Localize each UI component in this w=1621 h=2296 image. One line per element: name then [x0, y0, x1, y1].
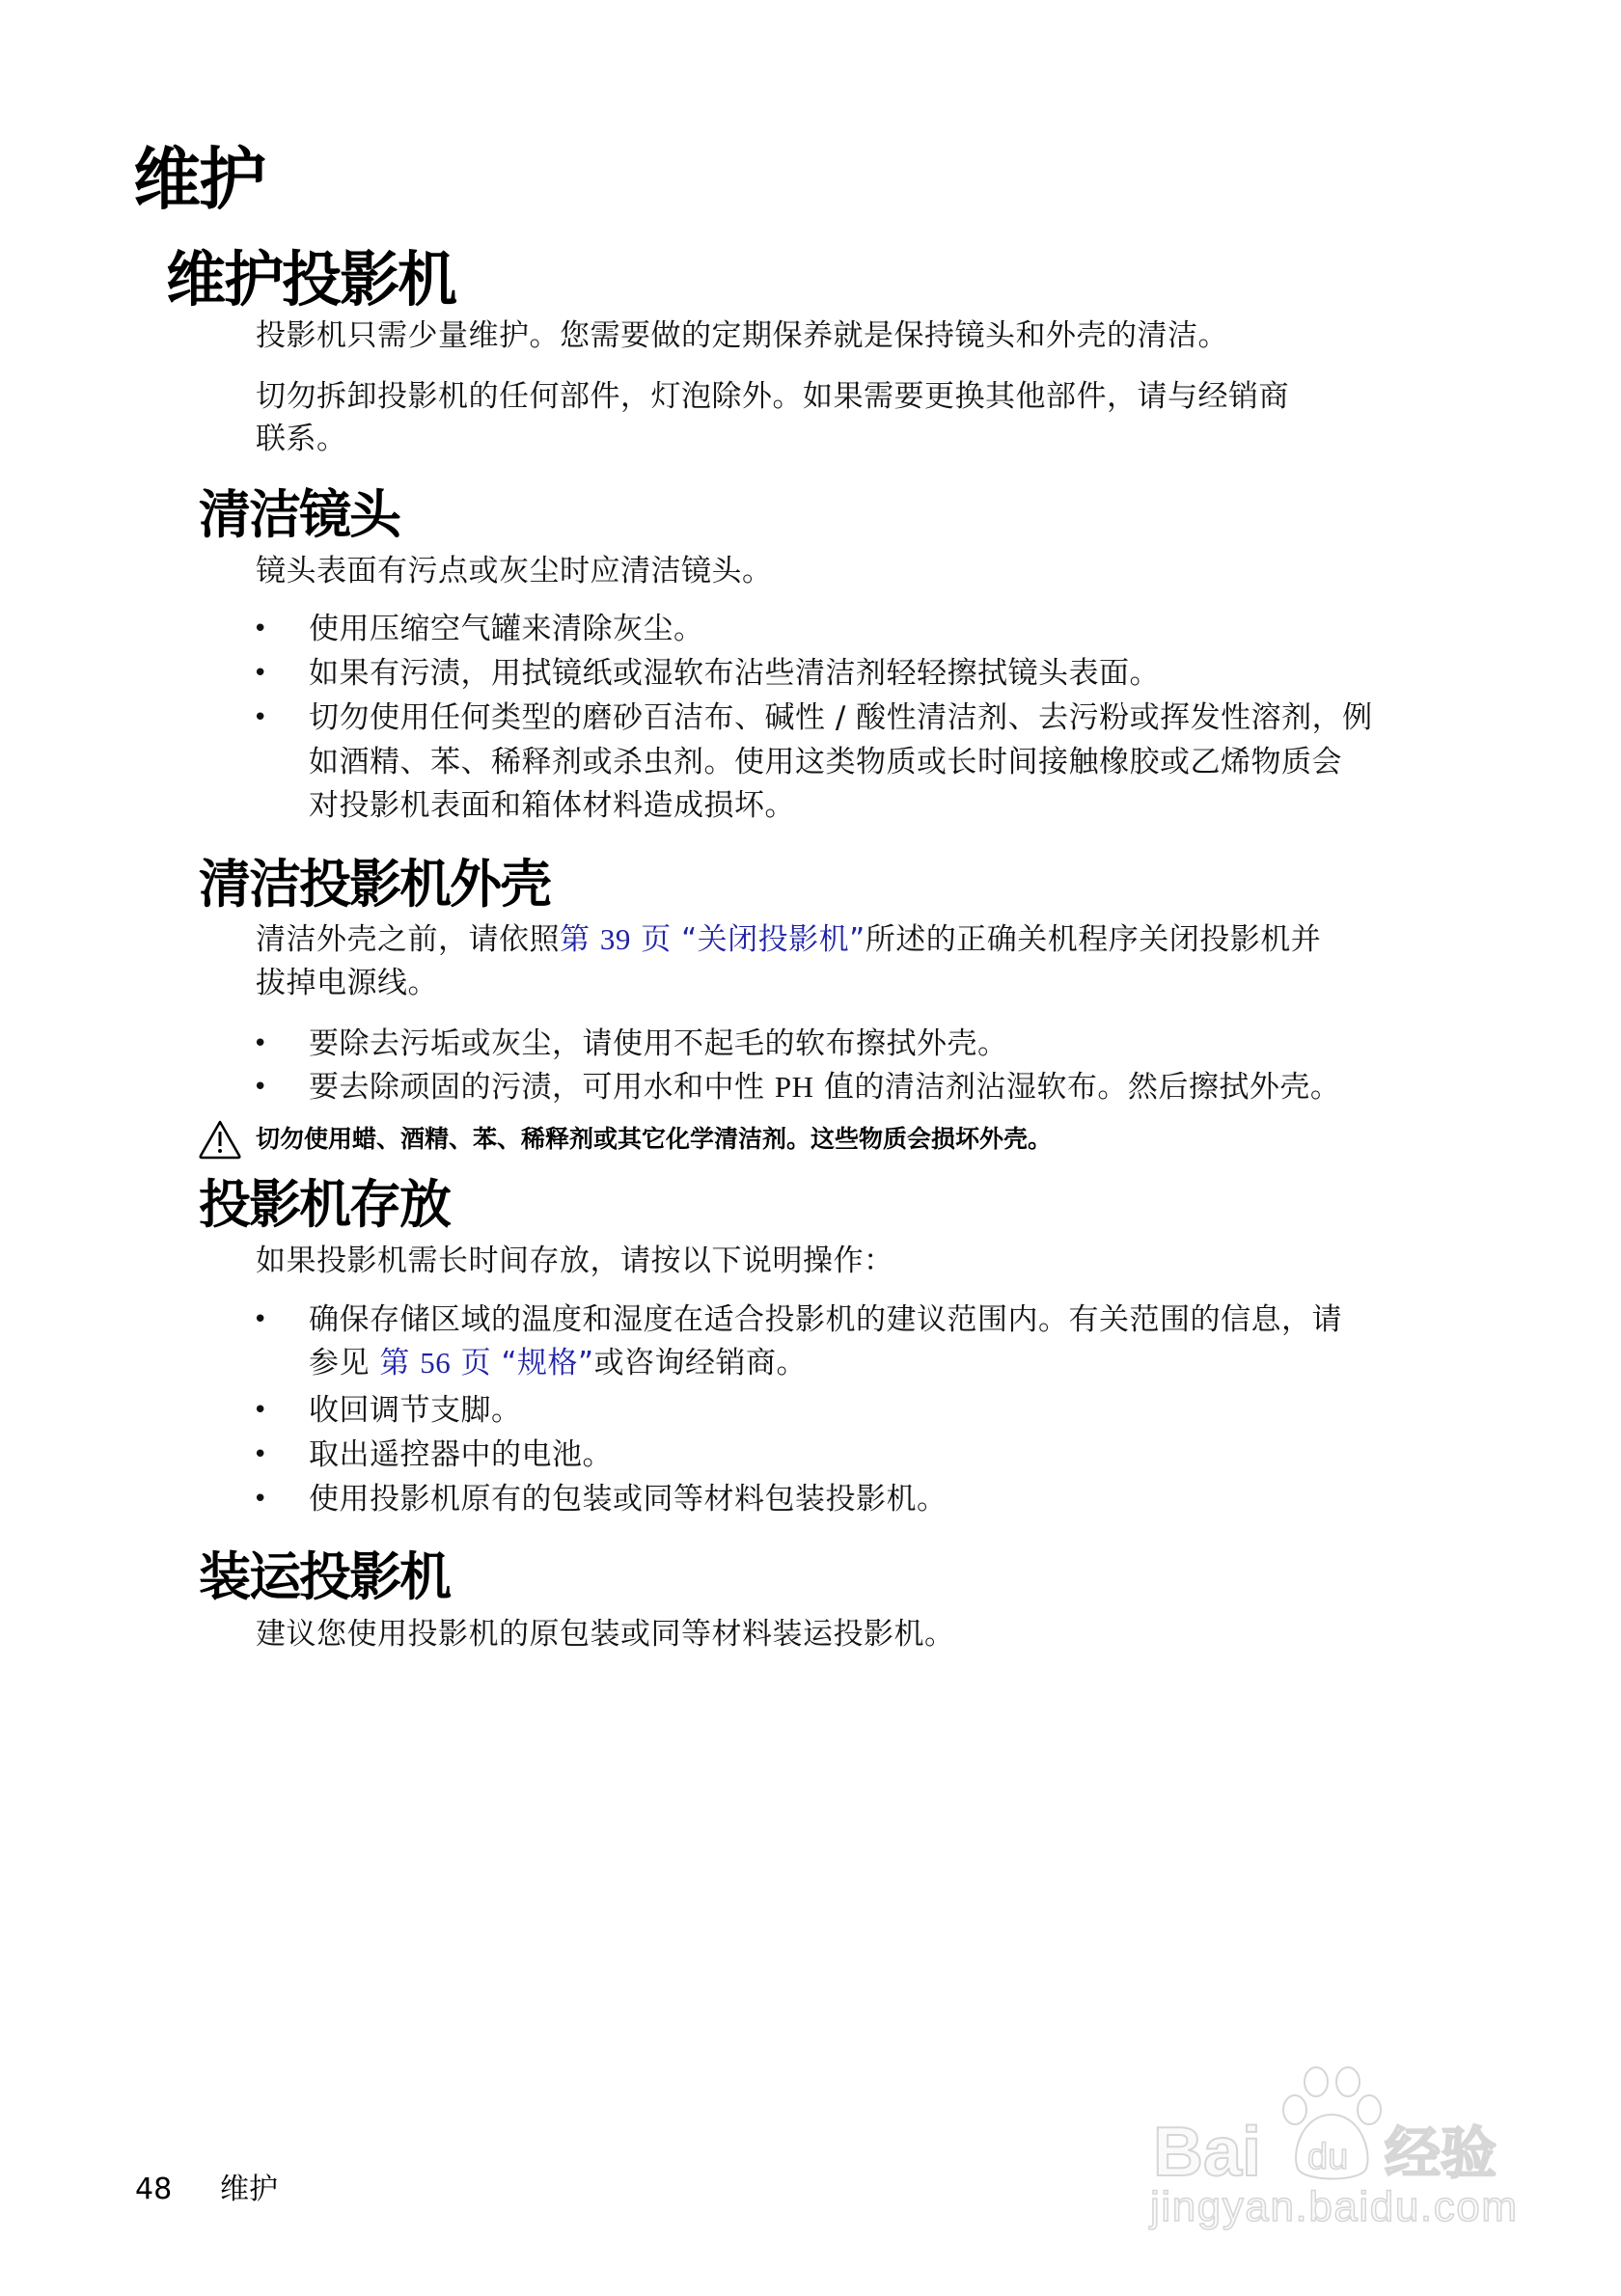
- list-item: 收回调节支脚。: [309, 1393, 522, 1428]
- link-quote: “规格”: [501, 1346, 594, 1380]
- link-page-number: 39: [599, 922, 631, 956]
- watermark-brand-right: 经验: [1385, 2120, 1497, 2186]
- list-item: 使用投影机原有的包装或同等材料包装投影机。: [309, 1482, 948, 1517]
- warning-triangle-icon: [198, 1119, 242, 1160]
- footer-chapter: 维护: [220, 2173, 278, 2206]
- link-page-number: 56: [420, 1346, 452, 1380]
- link-suffix: 页: [451, 1346, 502, 1380]
- intro-paragraph-2: 切勿拆卸投影机的任何部件，灯泡除外。如果需要更换其他部件，请与经销商: [256, 379, 1289, 414]
- bullet-icon: •: [253, 615, 268, 643]
- bullet-icon: •: [253, 1029, 268, 1058]
- bullet-icon: •: [253, 703, 268, 732]
- list-item-cont: 如酒精、苯、稀释剂或杀虫剂。使用这类物质或长时间接触橡胶或乙烯物质会: [309, 745, 1342, 779]
- link-prefix: 第: [379, 1346, 421, 1380]
- baidu-jingyan-watermark: [1148, 2055, 1534, 2248]
- link-quote: “关闭投影机”: [681, 922, 865, 957]
- case-section-title: 清洁投影机外壳: [199, 854, 550, 915]
- specs-page-link[interactable]: [379, 1346, 593, 1380]
- page-number: 48: [135, 2173, 173, 2206]
- list-item: 要除去污垢或灰尘，请使用不起毛的软布擦拭外壳。: [309, 1026, 1008, 1061]
- bullet-icon: •: [253, 1485, 268, 1514]
- watermark-url: jingyan.baidu.com: [1150, 2183, 1517, 2230]
- list-item-part: 或咨询经销商。: [593, 1346, 808, 1380]
- list-item: 使用压缩空气罐来清除灰尘。: [309, 612, 704, 646]
- list-item: [309, 1066, 1340, 1108]
- case-intro: [256, 918, 1321, 961]
- list-item-cont: [309, 1342, 807, 1384]
- shutdown-page-link[interactable]: [560, 922, 865, 957]
- chapter-title: 维护: [133, 140, 264, 219]
- bullet-icon: •: [253, 1073, 268, 1102]
- link-prefix: 第: [560, 922, 600, 957]
- list-item: 确保存储区域的温度和湿度在适合投影机的建议范围内。有关范围的信息，请: [309, 1302, 1342, 1337]
- storage-section-title: 投影机存放: [199, 1174, 450, 1235]
- section-title: 维护投影机: [166, 244, 456, 314]
- lens-section-title: 清洁镜头: [199, 484, 399, 545]
- transport-intro: 建议您使用投影机的原包装或同等材料装运投影机。: [256, 1617, 955, 1652]
- storage-intro: 如果投影机需长时间存放，请按以下说明操作：: [256, 1244, 894, 1278]
- intro-paragraph-1: 投影机只需少量维护。您需要做的定期保养就是保持镜头和外壳的清洁。: [256, 318, 1228, 353]
- bullet-icon: •: [253, 659, 268, 688]
- lens-intro: 镜头表面有污点或灰尘时应清洁镜头。: [256, 554, 773, 588]
- case-intro-cont: 拔掉电源线。: [256, 966, 438, 1000]
- case-intro-after: 所述的正确关机程序关闭投影机并: [865, 922, 1322, 957]
- list-item: 取出遥控器中的电池。: [309, 1437, 613, 1472]
- list-item-part: 要去除顽固的污渍，可用水和中性: [309, 1070, 765, 1105]
- warning-text: 切勿使用蜡、酒精、苯、稀释剂或其它化学清洁剂。这些物质会损坏外壳。: [256, 1125, 1053, 1153]
- case-intro-before: 清洁外壳之前，请依照: [256, 922, 560, 957]
- intro-paragraph-2-cont: 联系。: [256, 422, 347, 456]
- list-item: 如果有污渍，用拭镜纸或湿软布沾些清洁剂轻轻擦拭镜头表面。: [309, 656, 1160, 691]
- list-item-part: 参见: [309, 1346, 380, 1380]
- bullet-icon: •: [253, 1396, 268, 1425]
- list-item-part: 值的清洁剂沾湿软布。然后擦拭外壳。: [823, 1070, 1341, 1105]
- list-item-cont: 对投影机表面和箱体材料造成损坏。: [309, 788, 795, 823]
- link-suffix: 页: [630, 922, 682, 957]
- watermark-brand-paw: du: [1307, 2137, 1349, 2177]
- ph-label: PH: [774, 1070, 814, 1104]
- transport-section-title: 装运投影机: [199, 1546, 450, 1607]
- list-item: 切勿使用任何类型的磨砂百洁布、碱性 / 酸性清洁剂、去污粉或挥发性溶剂，例: [309, 700, 1373, 735]
- bullet-icon: •: [253, 1440, 268, 1469]
- watermark-brand-left: Bai: [1153, 2114, 1262, 2191]
- bullet-icon: •: [253, 1305, 268, 1334]
